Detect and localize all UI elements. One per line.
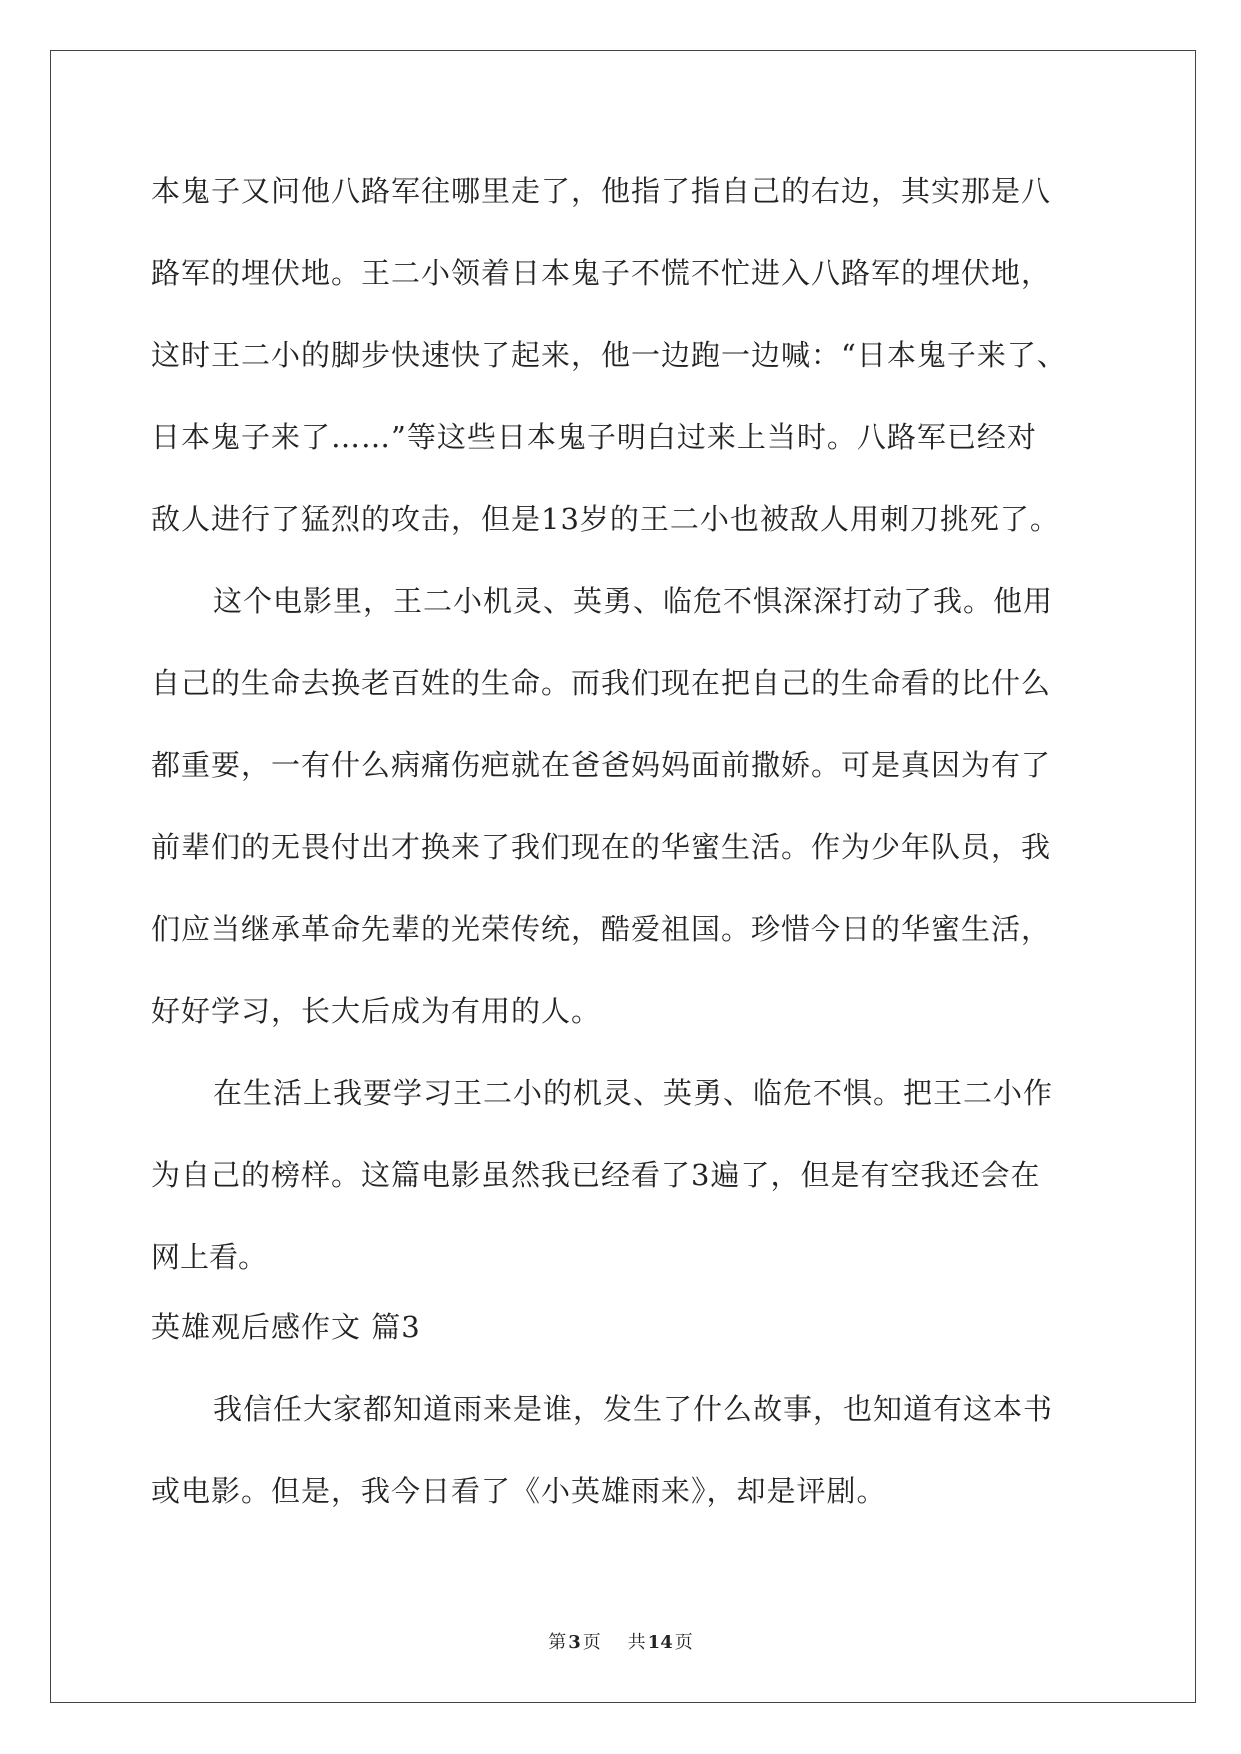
paragraph-line: 这个电影里，王二小机灵、英勇、临危不惧深深打动了我。他用 [213, 584, 1054, 618]
footer-total-suffix: 页 [674, 1632, 693, 1653]
paragraph-line: 们应当继承革命先辈的光荣传统，酷爱祖国。珍惜今日的华蜜生活， [151, 912, 1052, 946]
paragraph-line: 敌人进行了猛烈的攻击，但是13岁的王二小也被敌人用刺刀挑死了。 [151, 502, 1060, 536]
paragraph-line: 好好学习，长大后成为有用的人。 [151, 994, 602, 1028]
footer-total-pages: 14 [647, 1632, 673, 1653]
paragraph-line: 网上看。 [151, 1240, 268, 1274]
paragraph-line: 或电影。但是，我今日看了《小英雄雨来》，却是评剧。 [151, 1474, 887, 1508]
footer-page-number: 3 [568, 1632, 581, 1653]
footer-total-prefix: 共 [627, 1632, 646, 1653]
paragraph-line: 在生活上我要学习王二小的机灵、英勇、临危不惧。把王二小作 [213, 1076, 1054, 1110]
paragraph-line: 路军的埋伏地。王二小领着日本鬼子不慌不忙进入八路军的埋伏地， [151, 256, 1052, 290]
paragraph-line: 为自己的榜样。这篇电影虽然我已经看了3遍了，但是有空我还会在 [151, 1158, 1041, 1192]
paragraph-line: 都重要，一有什么病痛伤疤就在爸爸妈妈面前撒娇。可是真因为有了 [151, 748, 1052, 782]
paragraph-line: 本鬼子又问他八路军往哪里走了，他指了指自己的右边，其实那是八 [151, 174, 1052, 208]
paragraph-line: 前辈们的无畏付出才换来了我们现在的华蜜生活。作为少年队员，我 [151, 830, 1052, 864]
footer-page-suffix: 页 [582, 1632, 601, 1653]
paragraph-line: 这时王二小的脚步快速快了起来，他一边跑一边喊：“日本鬼子来了、 [151, 338, 1067, 372]
paragraph-line: 我信任大家都知道雨来是谁，发生了什么故事，也知道有这本书 [213, 1392, 1054, 1426]
document-body [151, 165, 1091, 1547]
footer-page-prefix: 第 [548, 1632, 567, 1653]
section-heading: 英雄观后感作文 篇3 [151, 1310, 421, 1344]
page-footer [0, 1628, 1241, 1654]
paragraph-line: 自己的生命去换老百姓的生命。而我们现在把自己的生命看的比什么 [151, 666, 1052, 700]
paragraph-line: 日本鬼子来了……”等这些日本鬼子明白过来上当时。八路军已经对 [151, 420, 1037, 454]
